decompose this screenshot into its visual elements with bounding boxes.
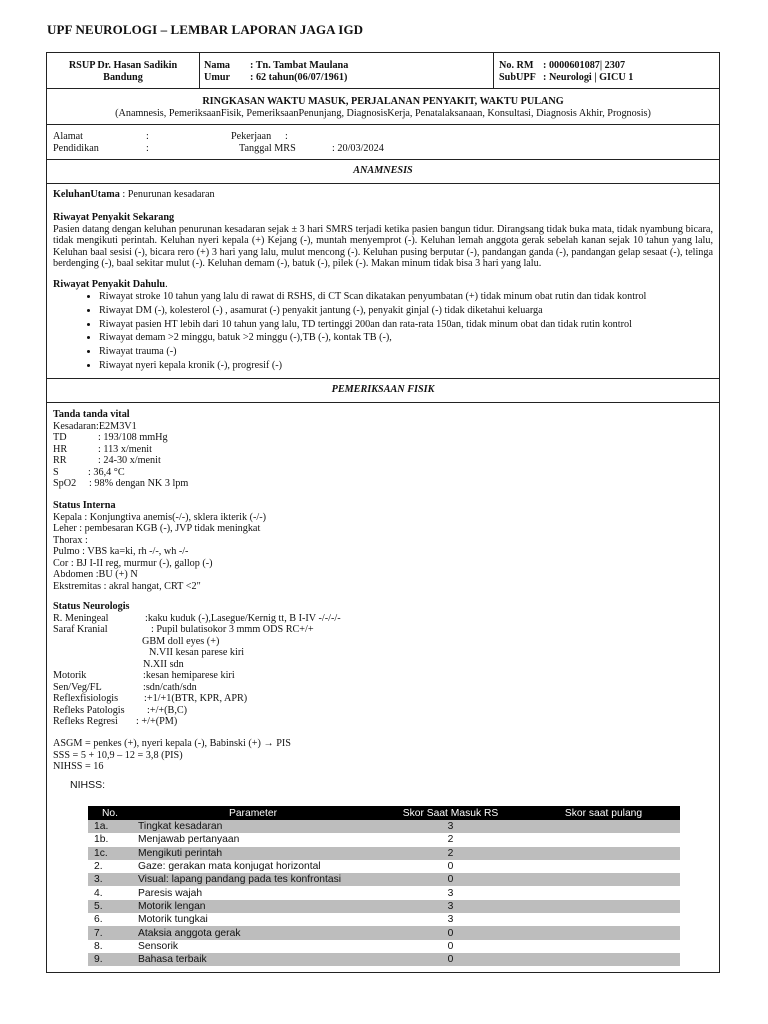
- divider: [47, 124, 719, 125]
- cell-no: 1c.: [88, 847, 132, 860]
- neuro-value: N.VII kesan parese kiri: [149, 647, 245, 658]
- list-item: • Riwayat trauma (-): [99, 346, 719, 358]
- cell-score-in: 3: [374, 886, 527, 899]
- list-item: • Riwayat DM (-), kolesterol (-) , asamurat (-) penyakit jantung (-), penyakit ginjal (-) tidak diketahui keluarga: [99, 305, 719, 317]
- cell-score-in: 3: [374, 820, 527, 833]
- anamnesis-heading: ANAMNESIS: [353, 165, 413, 176]
- keluhan-label: KeluhanUtama: [53, 189, 120, 200]
- cell-no: 3.: [88, 873, 132, 886]
- nama-value: : Tn. Tambat Maulana: [250, 60, 349, 71]
- table-row: [88, 833, 680, 846]
- cell-score-out: [527, 900, 680, 913]
- neuro-key: Refleks Patologis: [53, 704, 125, 716]
- table-row: [88, 847, 680, 860]
- pendidikan-label: Pendidikan: [53, 142, 99, 154]
- summary-subtitle: (Anamnesis, PemeriksaanFisik, PemeriksaanPenunjang, DiagnosisKerja, Penatalaksanaan, Konsultasi, Diagnosis Akhir, Prognosis): [115, 107, 651, 119]
- rpd-heading: Riwayat Penyakit Dahulu.: [53, 279, 168, 290]
- table-header-row: [88, 806, 680, 820]
- interna-line: Cor : BJ I-II reg, murmur (-), gallop (-): [53, 557, 213, 569]
- cell-parameter: Motorik lengan: [132, 900, 374, 913]
- summary-title: RINGKASAN WAKTU MASUK, PERJALANAN PENYAKIT, WAKTU PULANG: [202, 96, 564, 107]
- table-row: [88, 886, 680, 899]
- sss-line: SSS = 5 + 10,9 – 12 = 3,8 (PIS): [53, 749, 183, 761]
- rps-heading: Riwayat Penyakit Sekarang: [53, 212, 175, 223]
- cell-score-in: 0: [374, 860, 527, 873]
- cell-score-out: [527, 873, 680, 886]
- cell-parameter: Gaze: gerakan mata konjugat horizontal: [132, 860, 374, 873]
- cell-no: 8.: [88, 940, 132, 953]
- divider: [199, 53, 200, 88]
- hospital-name: RSUP Dr. Hasan Sadikin Bandung: [68, 60, 178, 83]
- vital-suhu: S : 36,4 °C: [53, 466, 125, 478]
- cell-score-in: 3: [374, 913, 527, 926]
- cell-score-out: [527, 860, 680, 873]
- rpd-list: [67, 291, 719, 374]
- table-row: [88, 873, 680, 886]
- cell-score-in: 0: [374, 926, 527, 939]
- cell-score-in: 2: [374, 833, 527, 846]
- table-row: [88, 926, 680, 939]
- norm-label: No. RM: [499, 60, 534, 71]
- divider: [47, 88, 719, 89]
- cell-score-in: 0: [374, 940, 527, 953]
- interna-line: Abdomen :BU (+) N: [53, 569, 138, 580]
- cell-no: 7.: [88, 926, 132, 939]
- table-row: [88, 940, 680, 953]
- neuro-heading: Status Neurologis: [53, 601, 130, 612]
- cell-parameter: Tingkat kesadaran: [132, 820, 374, 833]
- pekerjaan-value: :: [285, 131, 288, 142]
- cell-score-in: 0: [374, 873, 527, 886]
- cell-parameter: Sensorik: [132, 940, 374, 953]
- vital-spo2: SpO2 : 98% dengan NK 3 lpm: [53, 478, 189, 489]
- column-header: Parameter: [132, 806, 374, 820]
- kesadaran: Kesadaran:E2M3V1: [53, 420, 137, 432]
- vital-hr: HR : 113 x/menit: [53, 443, 152, 455]
- umur-value: : 62 tahun(06/07/1961): [250, 71, 348, 83]
- neuro-key: R. Meningeal: [53, 612, 109, 624]
- document-title: UPF NEUROLOGI – LEMBAR LAPORAN JAGA IGD: [47, 22, 364, 37]
- asgm-line: ASGM = penkes (+), nyeri kepala (-), Babinski (+) → PIS: [53, 738, 291, 749]
- cell-score-out: [527, 913, 680, 926]
- neuro-value: : +/+(PM): [136, 716, 178, 727]
- cell-parameter: Mengikuti perintah: [132, 847, 374, 860]
- list-item: • Riwayat demam >2 minggu, batuk >2 minggu (-),TB (-), kontak TB (-),: [99, 332, 719, 344]
- table-row: [88, 953, 680, 966]
- umur-label: Umur: [204, 71, 231, 83]
- table-row: [88, 860, 680, 873]
- cell-no: 1a.: [88, 820, 132, 833]
- neuro-key: Reflexfisiologis: [53, 693, 119, 704]
- cell-parameter: Paresis wajah: [132, 886, 374, 899]
- list-item: • Riwayat pasien HT lebih dari 10 tahun yang lalu, TD tertinggi 200an dan rata-rata 150an, tidak minum obat dan tidak rutin kontrol: [99, 319, 719, 331]
- alamat-label: Alamat: [53, 131, 83, 142]
- cell-score-out: [527, 953, 680, 966]
- cell-no: 5.: [88, 900, 132, 913]
- divider: [47, 183, 719, 184]
- cell-score-out: [527, 926, 680, 939]
- cell-score-out: [527, 886, 680, 899]
- cell-score-in: 0: [374, 953, 527, 966]
- cell-no: 2.: [88, 860, 132, 873]
- neuro-value: :+/+(B,C): [147, 704, 188, 716]
- nihss-total: NIHSS = 16: [53, 761, 104, 772]
- table-row: [88, 913, 680, 926]
- column-header: Skor saat pulang: [527, 806, 680, 820]
- neuro-key: Sen/Veg/FL: [53, 681, 102, 693]
- column-header: Skor Saat Masuk RS: [374, 806, 527, 820]
- divider: [47, 378, 719, 379]
- list-item: • Riwayat stroke 10 tahun yang lalu di rawat di RSHS, di CT Scan dikatakan penyumbatan (+) tidak minum obat rutin dan tidak kontrol: [99, 291, 719, 303]
- divider: [493, 53, 494, 88]
- list-item: • Riwayat nyeri kepala kronik (-), progresif (-): [99, 360, 719, 372]
- neuro-key: Motorik: [53, 670, 87, 681]
- mrs-label: Tanggal MRS: [239, 142, 296, 154]
- interna-heading: Status Interna: [53, 500, 116, 511]
- cell-no: 4.: [88, 886, 132, 899]
- nama-label: Nama: [204, 60, 231, 71]
- cell-no: 1b.: [88, 833, 132, 846]
- cell-score-out: [527, 940, 680, 953]
- neuro-value: : Pupil bulatisokor 3 mmm ODS RC+/+: [151, 624, 314, 635]
- neuro-value: :kaku kuduk (-),Lasegue/Kernig tt, B I-IV -/-/-/-: [145, 612, 341, 624]
- pendidikan-value: :: [146, 142, 149, 154]
- pekerjaan-label: Pekerjaan: [231, 131, 272, 142]
- vital-rr: RR : 24-30 x/menit: [53, 455, 161, 466]
- table-row: [88, 820, 680, 833]
- pemeriksaan-heading: PEMERIKSAAN FISIK: [331, 384, 435, 395]
- nihss-table: [88, 806, 680, 966]
- neuro-value: :+1/+1(BTR, KPR, APR): [144, 693, 248, 704]
- cell-score-out: [527, 833, 680, 846]
- interna-line: Thorax :: [53, 534, 88, 546]
- vital-td: TD : 193/108 mmHg: [53, 432, 168, 443]
- divider: [47, 159, 719, 160]
- cell-score-in: 2: [374, 847, 527, 860]
- subupf-value: : Neurologi | GICU 1: [543, 71, 634, 83]
- keluhan-utama: [53, 189, 215, 201]
- alamat-value: :: [146, 131, 149, 142]
- interna-line: Pulmo : VBS ka=ki, rh -/-, wh -/-: [53, 546, 189, 557]
- cell-parameter: Visual: lapang pandang pada tes konfrontasi: [132, 873, 374, 886]
- neuro-value: GBM doll eyes (+): [142, 635, 220, 647]
- neuro-value: :sdn/cath/sdn: [143, 681, 197, 693]
- divider: [47, 402, 719, 403]
- column-header: No.: [88, 806, 132, 820]
- cell-parameter: Motorik tungkai: [132, 913, 374, 926]
- mrs-value: : 20/03/2024: [332, 142, 384, 154]
- cell-score-in: 3: [374, 900, 527, 913]
- cell-parameter: Ataksia anggota gerak: [132, 926, 374, 939]
- interna-line: Ekstremitas : akral hangat, CRT <2": [53, 580, 201, 592]
- cell-no: 6.: [88, 913, 132, 926]
- nihss-label: NIHSS:: [70, 779, 106, 791]
- interna-line: Kepala : Konjungtiva anemis(-/-), sklera ikterik (-/-): [53, 511, 267, 523]
- cell-parameter: Bahasa terbaik: [132, 953, 374, 966]
- interna-line: Leher : pembesaran KGB (-), JVP tidak meningkat: [53, 523, 261, 534]
- keluhan-value: : Penurunan kesadaran: [119, 189, 215, 200]
- neuro-value: N.XII sdn: [143, 658, 184, 670]
- rps-text: Pasien datang dengan keluhan penurunan kesadaran sejak ± 3 hari SMRS terjadi ketika pasien bangun tidur. Dirangsang tidak buka mata, tidak nyambung bicara, tidak mengikuti perintah. Keluhan nyeri kepala (+) Kejang (-), muntah menyemprot (-). Keluhan lemah anggota gerak sebelah kanan sejak 10 tahun yang lalu, Keluhan baal sesisi (-), bicara rero (+) 3 hari yang lalu, mulut mencong (-). Keluhan pusing berputar (-), pandangan ganda (-), pandangan gelap sesaat (-), telinga berdenging (-), baal sekitar mulut (-). Keluhan demam (-), batuk (-), pilek (-). Makan minum tidak bisa 3 hari yang lalu.: [53, 223, 713, 270]
- subupf-label: SubUPF: [499, 71, 536, 83]
- table-row: [88, 900, 680, 913]
- norm-value: : 0000601087| 2307: [543, 60, 626, 71]
- cell-score-out: [527, 820, 680, 833]
- neuro-key: Refleks Regresi: [53, 716, 118, 727]
- cell-score-out: [527, 847, 680, 860]
- cell-no: 9.: [88, 953, 132, 966]
- neuro-key: Saraf Kranial: [53, 624, 108, 635]
- cell-parameter: Menjawab pertanyaan: [132, 833, 374, 846]
- vital-heading: Tanda tanda vital: [53, 409, 130, 420]
- neuro-value: :kesan hemiparese kiri: [143, 670, 235, 681]
